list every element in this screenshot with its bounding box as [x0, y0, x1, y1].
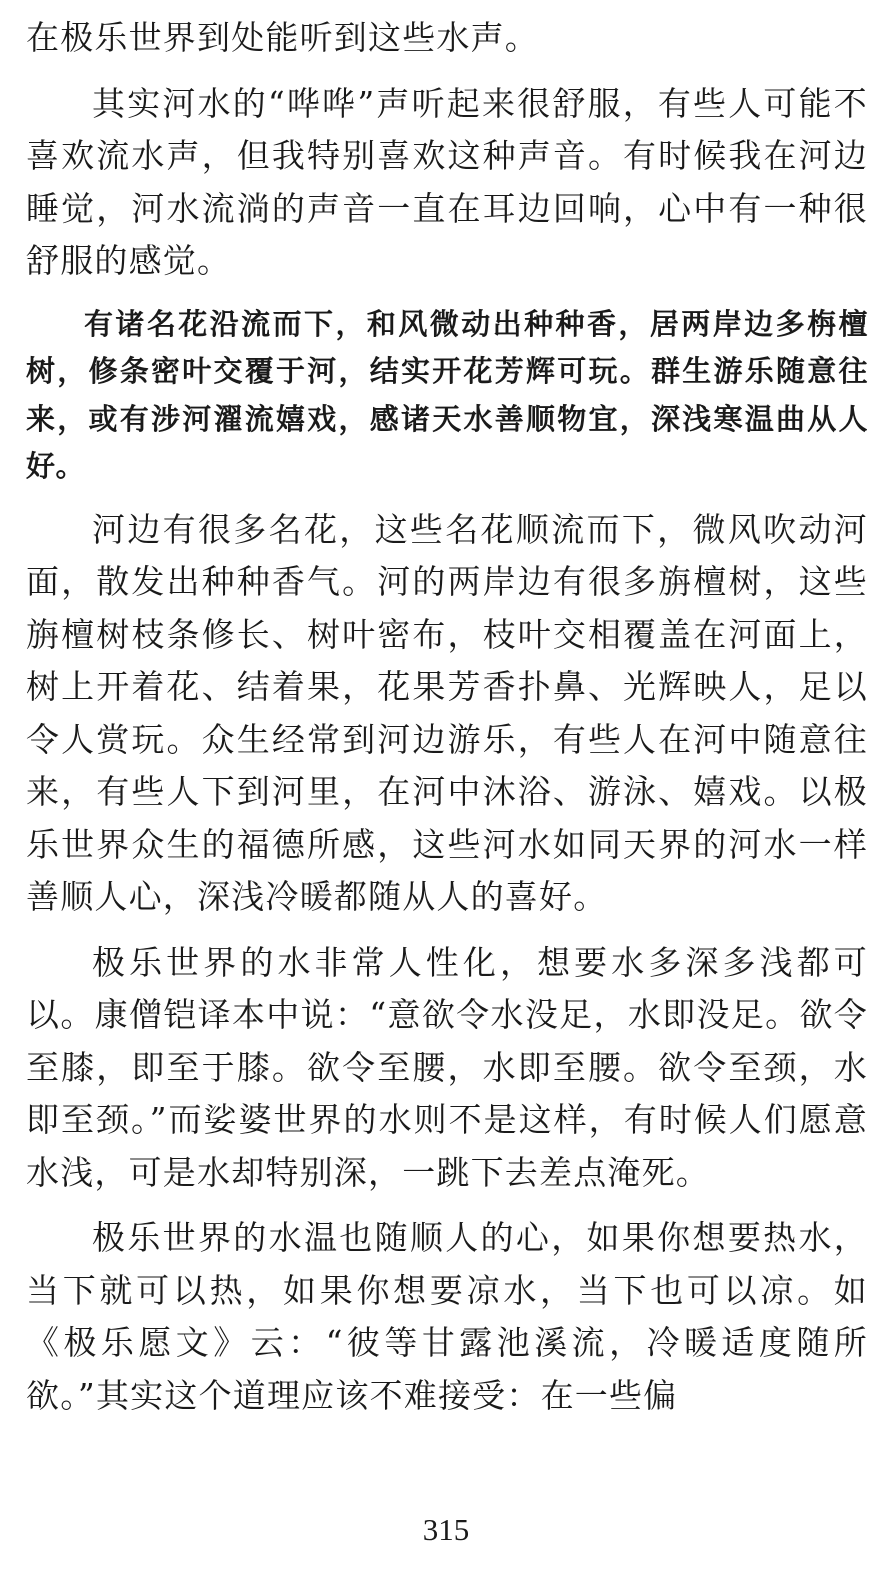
- paragraph-commentary-4: 极乐世界的水温也随顺人的心，如果你想要热水，当下就可以热，如果你想要凉水，当下也可以凉。如《极乐愿文》云：“彼等甘露池溪流，冷暖适度随所欲。”其实这个道理应该不难接受：在一些偏: [26, 1218, 868, 1415]
- paragraph-commentary-2: 河边有很多名花，这些名花顺流而下，微风吹动河面，散发出种种香气。河的两岸边有很多旃檀树，这些旃檀树枝条修长、树叶密布，枝叶交相覆盖在河面上，树上开着花、结着果，花果芳香扑鼻、光辉映人，足以令人赏玩。众生经常到河边游乐，有些人在河中随意往来，有些人下到河里，在河中沐浴、游泳、嬉戏。以极乐世界众生的福德所感，这些河水如同天界的河水一样善顺人心，深浅冷暖都随从人的喜好。: [26, 509, 868, 916]
- paragraph-continuation: 在极乐世界到处能听到这些水声。: [26, 18, 539, 57]
- book-page-text: [26, 12, 868, 1422]
- scripture-quote: 有诸名花沿流而下，和风微动出种种香，居两岸边多栴檀树，修条密叶交覆于河，结实开花芳辉可玩。群生游乐随意往来，或有涉河濯流嬉戏，感诸天水善顺物宜，深浅寒温曲从人好。: [26, 306, 868, 483]
- page-number: 315: [422, 1512, 470, 1547]
- paragraph-commentary-1: 其实河水的“哗哗”声听起来很舒服，有些人可能不喜欢流水声，但我特别喜欢这种声音。有时候我在河边睡觉，河水流淌的声音一直在耳边回响，心中有一种很舒服的感觉。: [26, 83, 868, 280]
- paragraph-commentary-3: 极乐世界的水非常人性化，想要水多深多浅都可以。康僧铠译本中说：“意欲令水没足，水即没足。欲令至膝，即至于膝。欲令至腰，水即至腰。欲令至颈，水即至颈。”而娑婆世界的水则不是这样，有时候人们愿意水浅，可是水却特别深，一跳下去差点淹死。: [26, 942, 868, 1192]
